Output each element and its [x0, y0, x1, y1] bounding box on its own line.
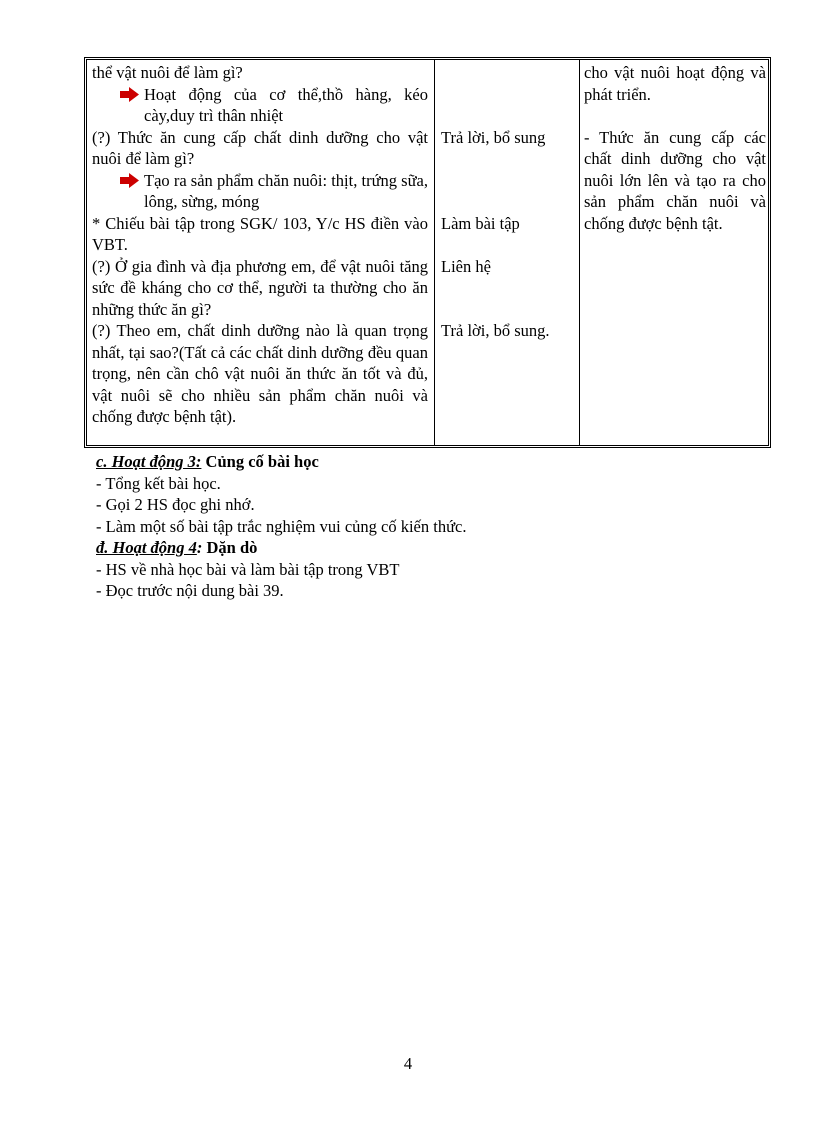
student-action: Trả lời, bổ sung [441, 127, 546, 147]
page-number: 4 [403, 1054, 413, 1073]
list-item: - Tổng kết bài học. [96, 473, 221, 493]
activity4-label: đ. Hoạt động 4 [96, 538, 197, 557]
activity3-label: c. Hoạt động 3: [96, 452, 202, 471]
answer-bullet [92, 84, 428, 127]
answer-text: Tạo ra sản phẩm chăn nuôi: thịt, trứng sữa, lông, sừng, móng [144, 170, 428, 211]
activity4-heading [96, 537, 466, 559]
list-item: - Gọi 2 HS đọc ghi nhớ. [96, 495, 255, 514]
answer-text: Hoạt động của cơ thể,thồ hàng, kéo cày,duy trì thân nhiệt [144, 84, 428, 125]
list-item: - Đọc trước nội dung bài 39. [96, 581, 284, 600]
content-text: - Thức ăn cung cấp các chất dinh dưỡng cho vật nuôi lớn lên và tạo ra cho sản phẩm chăn nuôi và chống được bệnh tật. [584, 127, 766, 233]
activities-section [96, 451, 466, 602]
student-action: Làm bài tập [441, 213, 520, 233]
exercise-instruction: * Chiếu bài tập trong SGK/ 103, Y/c HS điền vào VBT. [92, 213, 428, 254]
student-activity-cell [441, 62, 573, 342]
column-divider [434, 60, 435, 445]
content-cell [584, 62, 766, 234]
student-action: Trả lời, bổ sung. [441, 321, 550, 340]
teacher-activity-cell [92, 62, 428, 428]
list-item: - Làm một số bài tập trắc nghiệm vui củng cố kiến thức. [96, 516, 467, 536]
answer-bullet [92, 170, 428, 213]
question-continuation: thể vật nuôi để làm gì? [92, 63, 243, 82]
list-item: - HS về nhà học bài và làm bài tập trong VBT [96, 559, 400, 579]
red-arrow-icon [120, 87, 140, 102]
activity4-title: Dặn dò [206, 538, 258, 557]
student-action: Liên hệ [441, 256, 491, 276]
question: (?) Thức ăn cung cấp chất dinh dưỡng cho vật nuôi để làm gì? [92, 127, 428, 168]
lesson-table [84, 57, 771, 448]
activity3-heading [96, 451, 466, 473]
activity3-title: Củng cố bài học [205, 452, 319, 471]
column-divider [579, 60, 580, 445]
question: (?) Ở gia đình và địa phương em, để vật nuôi tăng sức đề kháng cho cơ thể, người ta thường cho ăn những thức ăn gì? [92, 256, 428, 319]
content-text: cho vật nuôi hoạt động và phát triển. [584, 63, 766, 104]
activity4-colon: : [196, 538, 203, 557]
question: (?) Theo em, chất dinh dưỡng nào là quan trọng nhất, tại sao?(Tất cả các chất dinh dưỡng đều quan trọng, nên cần chô vật nuôi ăn thức ăn tốt và đủ, vật nuôi sẽ cho nhiều sản phẩm chăn nuôi và chống được bệnh tật). [92, 321, 428, 426]
red-arrow-icon [120, 173, 140, 188]
